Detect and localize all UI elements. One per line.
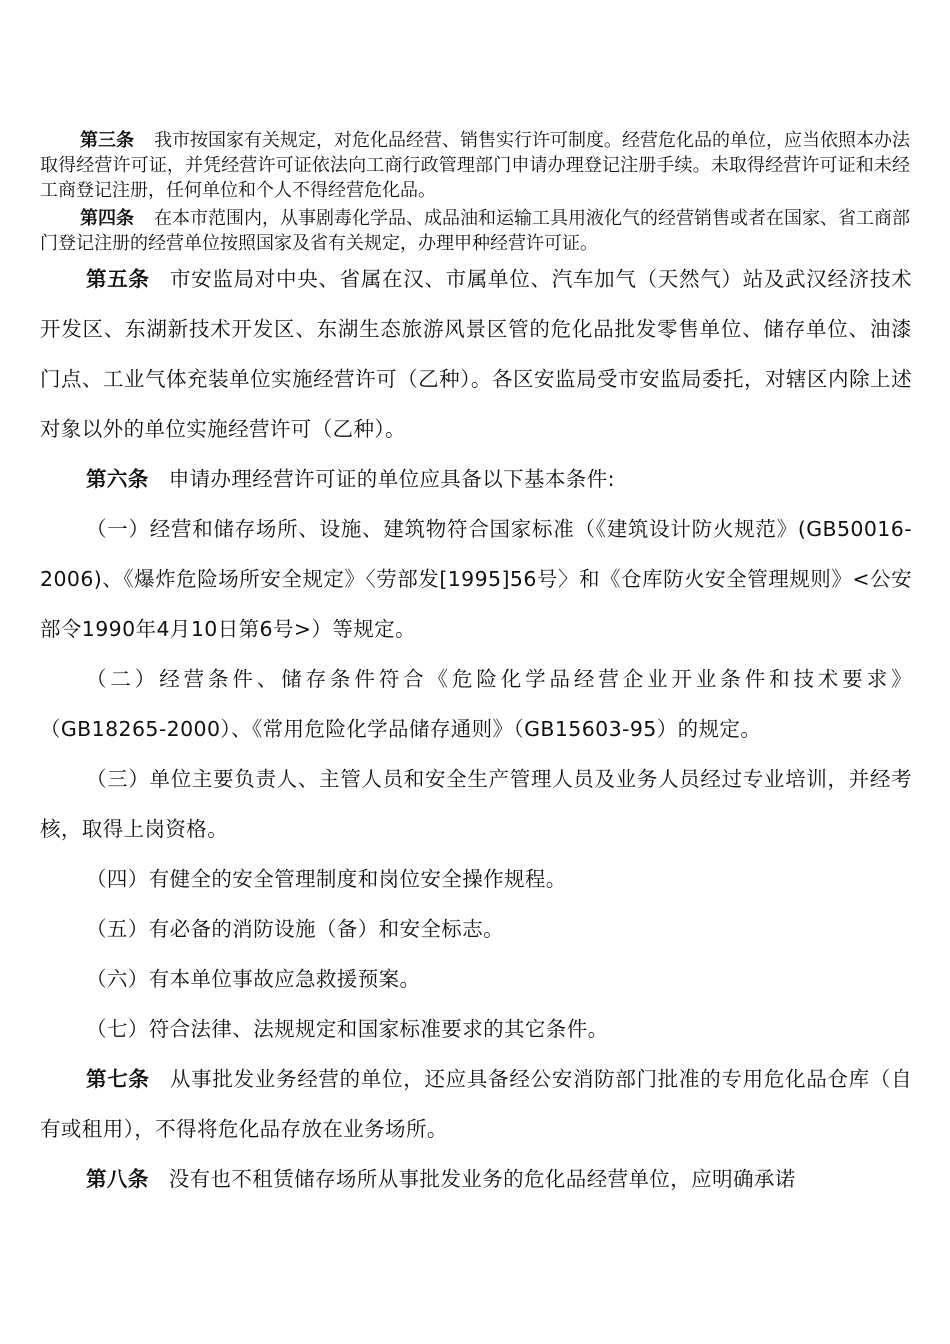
article-8-text: 没有也不租赁储存场所从事批发业务的危化品经营单位，应明确承诺 (168, 1167, 796, 1191)
condition-5: （五）有必备的消防设施（备）和安全标志。 (86, 917, 504, 941)
condition-7: （七）符合法律、法规规定和国家标准要求的其它条件。 (86, 1017, 609, 1041)
article-3-text: 我市按国家有关规定，对危化品经营、销售实行许可制度。经营危化品的单位，应当依照本办法取得经营许可证，并凭经营许可证依法向工商行政管理部门申请办理登记注册手续。未取得经营许可证和未经工商登记注册，任何单位和个人不得经营危化品。 (40, 130, 910, 201)
article-3-heading: 第三条 (80, 130, 134, 151)
condition-3: （三）单位主要负责人、主管人员和安全生产管理人员及业务人员经过专业培训，并经考核，取得上岗资格。 (40, 767, 912, 841)
article-8-heading: 第八条 (86, 1167, 149, 1191)
condition-6: （六）有本单位事故应急救援预案。 (86, 967, 421, 991)
article-6-heading: 第六条 (86, 467, 149, 491)
article-3 (40, 128, 910, 203)
condition-2: （二）经营条件、储存条件符合《危险化学品经营企业开业条件和技术要求》（GB18265-2000）、《常用危险化学品储存通则》（GB15603-95）的规定。 (40, 667, 912, 741)
article-4-heading: 第四条 (80, 208, 134, 229)
article-4 (40, 206, 910, 256)
article-5-heading: 第五条 (86, 267, 150, 291)
article-6 (40, 454, 912, 504)
article-5 (40, 254, 912, 454)
article-7-text: 从事批发业务经营的单位，还应具备经公安消防部门批准的专用危化品仓库（自有或租用），不得将危化品存放在业务场所。 (40, 1067, 913, 1141)
article-7 (40, 1054, 912, 1154)
article-8 (40, 1154, 912, 1204)
article-7-heading: 第七条 (86, 1067, 150, 1091)
condition-4: （四）有健全的安全管理制度和岗位安全操作规程。 (86, 867, 567, 891)
condition-1: （一）经营和储存场所、设施、建筑物符合国家标准（《建筑设计防火规范》(GB50016-2006)、《爆炸危险场所安全规定》〈劳部发[1995]56号〉和《仓库防火安全管理规则》<公安部令1990年4月10日第6号>）等规定。 (40, 517, 912, 641)
article-6-text: 申请办理经营许可证的单位应具备以下基本条件: (168, 467, 615, 491)
article-4-text: 在本市范围内，从事剧毒化学品、成品油和运输工具用液化气的经营销售或者在国家、省工商部门登记注册的经营单位按照国家及省有关规定，办理甲种经营许可证。 (40, 208, 910, 254)
article-5-text: 市安监局对中央、省属在汉、市属单位、汽车加气（天然气）站及武汉经济技术开发区、东湖新技术开发区、东湖生态旅游风景区管的危化品批发零售单位、储存单位、油漆门点、工业气体充装单位实施经营许可（乙种）。各区安监局受市安监局委托，对辖区内除上述对象以外的单位实施经营许可（乙种）。 (40, 267, 913, 441)
